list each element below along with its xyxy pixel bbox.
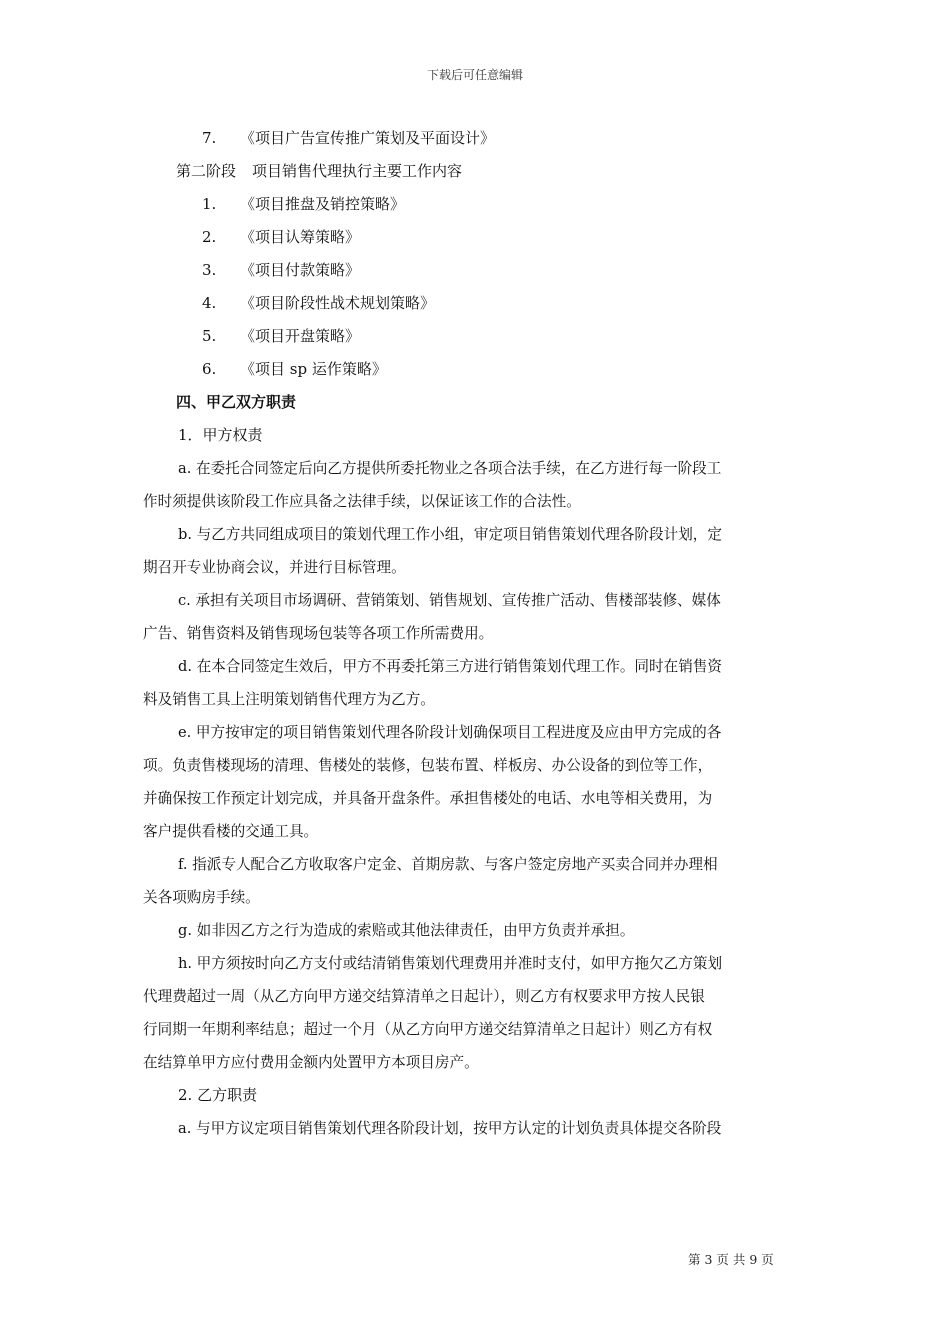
list-text: 《项目广告宣传推广策划及平面设计》 [240, 129, 496, 147]
list-item [176, 254, 808, 287]
paragraph-line: b. 与乙方共同组成项目的策划代理工作小组，审定项目销售策划代理各阶段计划，定 [178, 526, 722, 543]
list-number: 4. [202, 294, 217, 312]
paragraph-line: c. 承担有关项目市场调研、营销策划、销售规划、宣传推广活动、售楼部装修、媒体 [178, 592, 721, 609]
paragraph-line: 行同期一年期利率结息；超过一个月（从乙方向甲方递交结算清单之日起计）则乙方有权 [143, 1021, 713, 1038]
paragraph-line: e. 甲方按审定的项目销售策划代理各阶段计划确保项目工程进度及应由甲方完成的各 [178, 724, 722, 741]
list-item-7 [176, 122, 808, 155]
list-number: 5. [202, 327, 217, 345]
document-body [143, 122, 808, 1145]
paragraph-line: 代理费超过一周（从乙方向甲方递交结算清单之日起计），则乙方有权要求甲方按人民银 [143, 988, 705, 1005]
paragraph-line: 在结算单甲方应付费用金额内处置甲方本项目房产。 [143, 1054, 479, 1071]
list-number: 1. [202, 195, 217, 213]
stage-two-heading [176, 155, 808, 188]
list-number: 2. [202, 228, 217, 246]
paragraph-line: d. 在本合同签定生效后，甲方不再委托第三方进行销售策划代理工作。同时在销售资 [178, 658, 722, 675]
list-item [176, 221, 808, 254]
section-heading: 四、甲乙双方职责 [176, 393, 297, 411]
list-number: 7. [202, 129, 217, 147]
list-item [176, 287, 808, 320]
paragraph-line: 并确保按工作预定计划完成，并具备开盘条件。承担售楼处的电话、水电等相关费用，为 [143, 790, 713, 807]
paragraph-line: 作时须提供该阶段工作应具备之法律手续，以保证该工作的合法性。 [143, 493, 581, 510]
paragraph-line: a. 在委托合同签定后向乙方提供所委托物业之各项合法手续，在乙方进行每一阶段工 [178, 460, 722, 477]
paragraph-line: 关各项购房手续。 [143, 889, 260, 906]
stage-label: 第二阶段 [176, 162, 237, 180]
list-text: 《项目付款策略》 [240, 261, 361, 279]
paragraph-line: h. 甲方须按时向乙方支付或结清销售策划代理费用并准时支付，如甲方拖欠乙方策划 [178, 955, 723, 972]
list-number: 6. [202, 360, 217, 378]
paragraph-line: 客户提供看楼的交通工具。 [143, 823, 319, 840]
list-text: 《项目 sp 运作策略》 [240, 360, 387, 378]
paragraph-line: 项。负责售楼现场的清理、售楼处的装修，包装布置、样板房、办公设备的到位等工作， [143, 757, 713, 774]
list-text: 《项目开盘策略》 [240, 327, 361, 345]
paragraph-line: 广告、销售资料及销售现场包装等各项工作所需费用。 [143, 625, 494, 642]
paragraph-line: g. 如非因乙方之行为造成的索赔或其他法律责任，由甲方负责并承担。 [178, 922, 635, 939]
party-a-title: 1．甲方权责 [178, 426, 263, 444]
stage-title: 项目销售代理执行主要工作内容 [252, 162, 463, 180]
party-b-title: 2. 乙方职责 [178, 1086, 258, 1104]
paragraph-line: a. 与甲方议定项目销售策划代理各阶段计划，按甲方认定的计划负责具体提交各阶段 [178, 1120, 722, 1137]
list-text: 《项目认筹策略》 [240, 228, 361, 246]
paragraph-line: 期召开专业协商会议，并进行目标管理。 [143, 559, 406, 576]
list-item [176, 320, 808, 353]
list-number: 3. [202, 261, 217, 279]
list-text: 《项目推盘及销控策略》 [240, 195, 406, 213]
page-footer: 第 3 页 共 9 页 [688, 1252, 774, 1267]
paragraph-line: 料及销售工具上注明策划销售代理方为乙方。 [143, 691, 435, 708]
list-text: 《项目阶段性战术规划策略》 [240, 294, 436, 312]
page-header: 下载后可任意编辑 [426, 68, 523, 82]
paragraph-line: f. 指派专人配合乙方收取客户定金、首期房款、与客户签定房地产买卖合同并办理相 [178, 856, 718, 873]
list-item [176, 188, 808, 221]
list-item [176, 353, 808, 386]
